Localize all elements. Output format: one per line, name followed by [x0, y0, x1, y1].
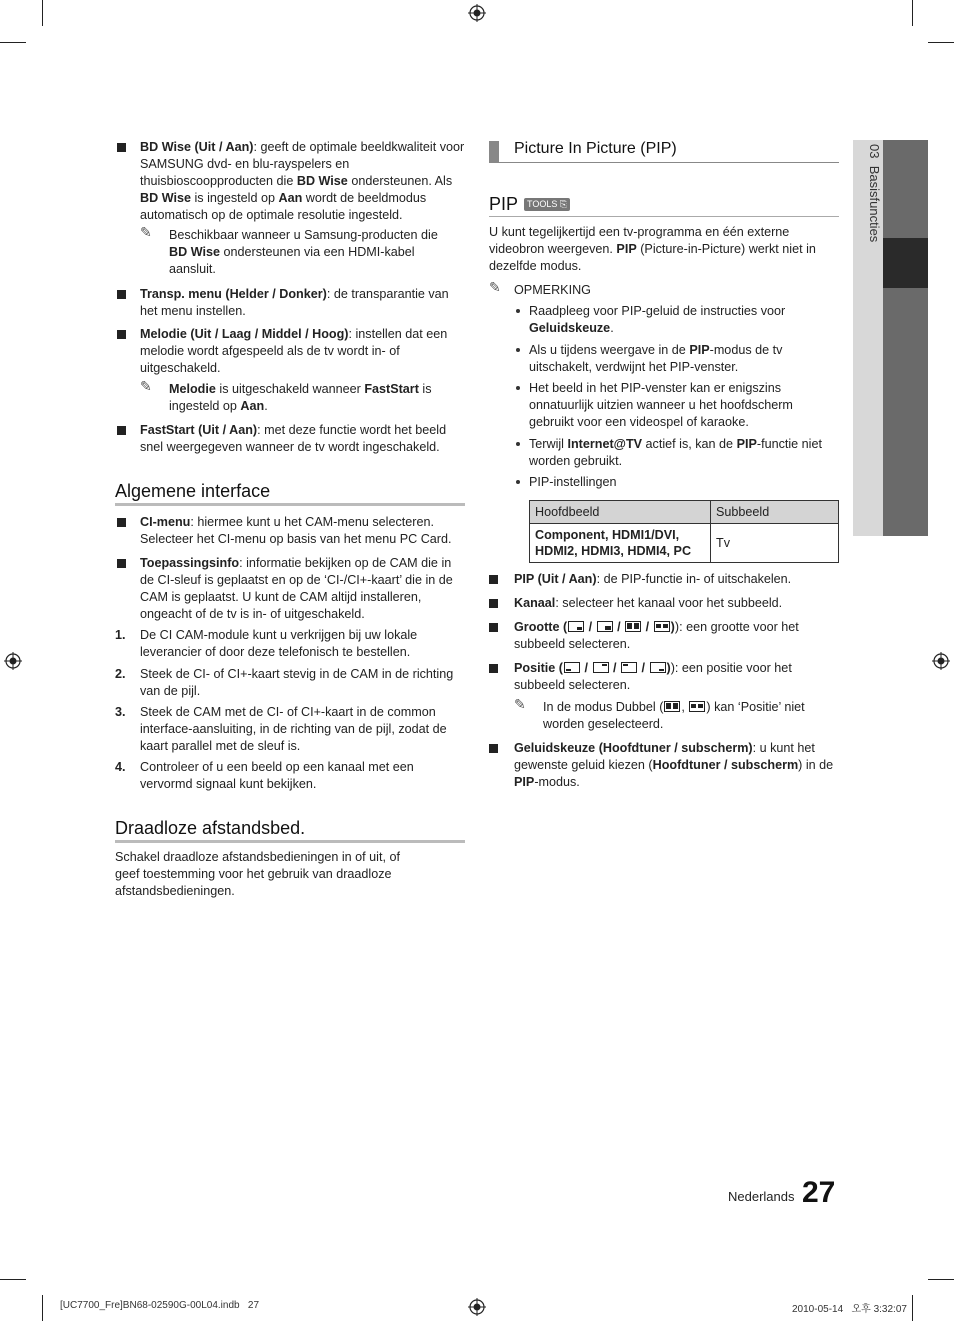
- bullet-dot: [516, 309, 520, 313]
- bullet-icon: [117, 330, 126, 339]
- bullet-icon: [117, 290, 126, 299]
- pip-onoff-item: PIP (Uit / Aan): de PIP-functie in- of uitschakelen.: [514, 572, 792, 586]
- pip-intro: U kunt tegelijkertijd een tv-programma en één externe videobron weergeven. PIP (Picture-in-Picture) werkt niet in dezelfde modus.: [489, 225, 816, 273]
- section-rule: [115, 503, 465, 506]
- table-header: Subbeeld: [711, 501, 839, 524]
- size-medium-icon: [597, 621, 613, 632]
- step-number: 4.: [115, 760, 126, 774]
- note-item: Raadpleeg voor PIP-geluid de instructies voor Geluidskeuze.: [529, 304, 786, 335]
- melodie-item: Melodie (Uit / Laag / Middel / Hoog): instellen dat een melodie wordt afgespeeld als de tv wordt in- of uitgeschakeld.: [140, 327, 448, 375]
- table-header: Hoofdbeeld: [530, 501, 711, 524]
- table-cell: Component, HDMI1/DVI, HDMI2, HDMI3, HDMI4, PC: [530, 524, 711, 563]
- section-title-draadloze: Draadloze afstandsbed.: [115, 818, 306, 838]
- positie-note: In de modus Dubbel ( , ) kan ‘Positie’ niet worden geselecteerd.: [543, 700, 805, 731]
- geluidskeuze-item: Geluidskeuze (Hoofdtuner / subscherm): u kunt het gewenste geluid kiezen (Hoofdtuner / subscherm) in de PIP-modus.: [514, 741, 834, 789]
- crop-mark: [928, 1279, 954, 1280]
- note-item: Het beeld in het PIP-venster kan er enigszins onnatuurlijk uitzien wanneer u het hoofdscherm gebruikt voor een videospel of karaoke.: [529, 381, 793, 429]
- toepassingsinfo-item: Toepassingsinfo: informatie bekijken op de CAM die in de CI-sleuf is geplaatst en op de ‘CI-/CI+-kaart’ die in de CAM is geplaatst. U kunt de CAM altijd installeren, ongeacht of de tv is in- of uitgeschakeld.: [140, 556, 453, 621]
- section-rule: [489, 162, 839, 163]
- size-double-icon: [625, 621, 641, 632]
- bullet-dot: [516, 386, 520, 390]
- table-cell: Tv: [711, 524, 839, 563]
- chapter-tab-dark: [883, 140, 928, 536]
- footer-timestamp: 2010-05-14 오후 3:32:07: [792, 1304, 907, 1315]
- step-text: Steek de CAM met de CI- of CI+-kaart in de common interface-aansluiting, in de richting van de pijl, zodat de kaart parallel met de sleuf is.: [140, 705, 447, 753]
- registration-mark-icon: [468, 4, 486, 22]
- bullet-icon: [489, 744, 498, 753]
- bullet-icon: [117, 143, 126, 152]
- size-double-wide-icon: [689, 701, 705, 712]
- bullet-icon: [489, 664, 498, 673]
- note-label: OPMERKING: [514, 283, 591, 297]
- step-text: De CI CAM-module kunt u verkrijgen bij uw lokale leverancier of door deze telefonisch te bestellen.: [140, 628, 418, 659]
- pip-title: PIP: [489, 194, 519, 214]
- note-item: Als u tijdens weergave in de PIP-modus de tv uitschakelt, verdwijnt het PIP-venster.: [529, 343, 783, 374]
- bullet-icon: [489, 623, 498, 632]
- bullet-icon: [117, 518, 126, 527]
- registration-mark-icon: [932, 652, 950, 670]
- section-title-algemene-interface: Algemene interface: [115, 481, 271, 501]
- note-pencil-icon: ✎: [489, 279, 501, 295]
- crop-mark: [912, 1295, 913, 1321]
- section-title-pip: Picture In Picture (PIP): [514, 140, 677, 157]
- note-pencil-icon: ✎: [140, 378, 152, 394]
- positie-item: Positie ( / / / )): een positie voor het subbeeld selecteren.: [514, 661, 792, 692]
- transp-menu-item: Transp. menu (Helder / Donker): de transparantie van het menu instellen.: [140, 287, 449, 318]
- bullet-icon: [489, 599, 498, 608]
- size-double-wide-icon: [654, 621, 670, 632]
- step-number: 2.: [115, 667, 126, 681]
- draadloze-text: Schakel draadloze afstandsbedieningen in of uit, of geef toestemming voor het gebruik van draadloze afstandsbedieningen.: [115, 850, 400, 898]
- size-small-icon: [568, 621, 584, 632]
- kanaal-item: Kanaal: selecteer het kanaal voor het subbeeld.: [514, 596, 783, 610]
- step-number: 3.: [115, 705, 126, 719]
- crop-mark: [0, 1279, 26, 1280]
- crop-mark: [42, 0, 43, 26]
- pip-rule: [489, 216, 839, 217]
- tools-badge: TOOLS ⎘: [524, 198, 570, 211]
- note-pencil-icon: ✎: [140, 224, 152, 240]
- crop-mark: [42, 1295, 43, 1321]
- section-rule: [115, 840, 465, 843]
- faststart-item: FastStart (Uit / Aan): met deze functie wordt het beeld snel weergegeven wanneer de tv wordt ingeschakeld.: [140, 423, 447, 454]
- bd-wise-note: Beschikbaar wanneer u Samsung-producten die BD Wise ondersteunen via een HDMI-kabel aansluit.: [169, 228, 438, 276]
- bullet-icon: [117, 426, 126, 435]
- footer-language: Nederlands: [728, 1189, 795, 1204]
- step-text: Steek de CI- of CI+-kaart stevig in de CAM in de richting van de pijl.: [140, 667, 454, 698]
- note-pencil-icon: ✎: [514, 696, 526, 712]
- registration-mark-icon: [4, 652, 22, 670]
- position-bottom-left-icon: [564, 662, 580, 673]
- crop-mark: [912, 0, 913, 26]
- position-top-left-icon: [621, 662, 637, 673]
- note-item: Terwijl Internet@TV actief is, kan de PIP-functie niet worden gebruikt.: [529, 437, 822, 468]
- tools-icon: ⎘: [559, 199, 568, 209]
- bullet-dot: [516, 442, 520, 446]
- position-top-right-icon: [593, 662, 609, 673]
- chapter-label: 03 Basisfuncties: [867, 144, 882, 243]
- note-item: PIP-instellingen: [529, 475, 617, 489]
- position-bottom-right-icon: [650, 662, 666, 673]
- step-text: Controleer of u een beeld op een kanaal met een vervormd signaal kunt bekijken.: [140, 760, 414, 791]
- registration-mark-icon: [468, 1298, 486, 1316]
- step-number: 1.: [115, 628, 126, 642]
- melodie-note: Melodie is uitgeschakeld wanneer FastStart is ingesteld op Aan.: [169, 382, 432, 413]
- size-double-icon: [664, 701, 680, 712]
- ci-menu-item: CI-menu: hiermee kunt u het CAM-menu selecteren. Selecteer het CI-menu op basis van het menu PC Card.: [140, 515, 452, 546]
- bullet-dot: [516, 348, 520, 352]
- pip-settings-table: [529, 500, 839, 563]
- bullet-icon: [489, 575, 498, 584]
- bd-wise-item: BD Wise (Uit / Aan): geeft de optimale beeldkwaliteit voor SAMSUNG dvd- en blu-rayspelers en thuisbioscoopproducten die BD Wise ondersteunen. Als BD Wise is ingesteld op Aan wordt de beeldmodus automatisch op de optimale resolutie ingesteld.: [140, 140, 465, 222]
- grootte-item: Grootte ( / / / )): een grootte voor het subbeeld selecteren.: [514, 620, 799, 651]
- chapter-tab-marker: [883, 238, 928, 288]
- bullet-dot: [516, 480, 520, 484]
- section-marker: [489, 141, 499, 162]
- bullet-icon: [117, 559, 126, 568]
- footer-file: [UC7700_Fre]BN68-02590G-00L04.indb 27: [60, 1300, 260, 1311]
- crop-mark: [928, 42, 954, 43]
- page-number: 27: [802, 1176, 836, 1209]
- crop-mark: [0, 42, 26, 43]
